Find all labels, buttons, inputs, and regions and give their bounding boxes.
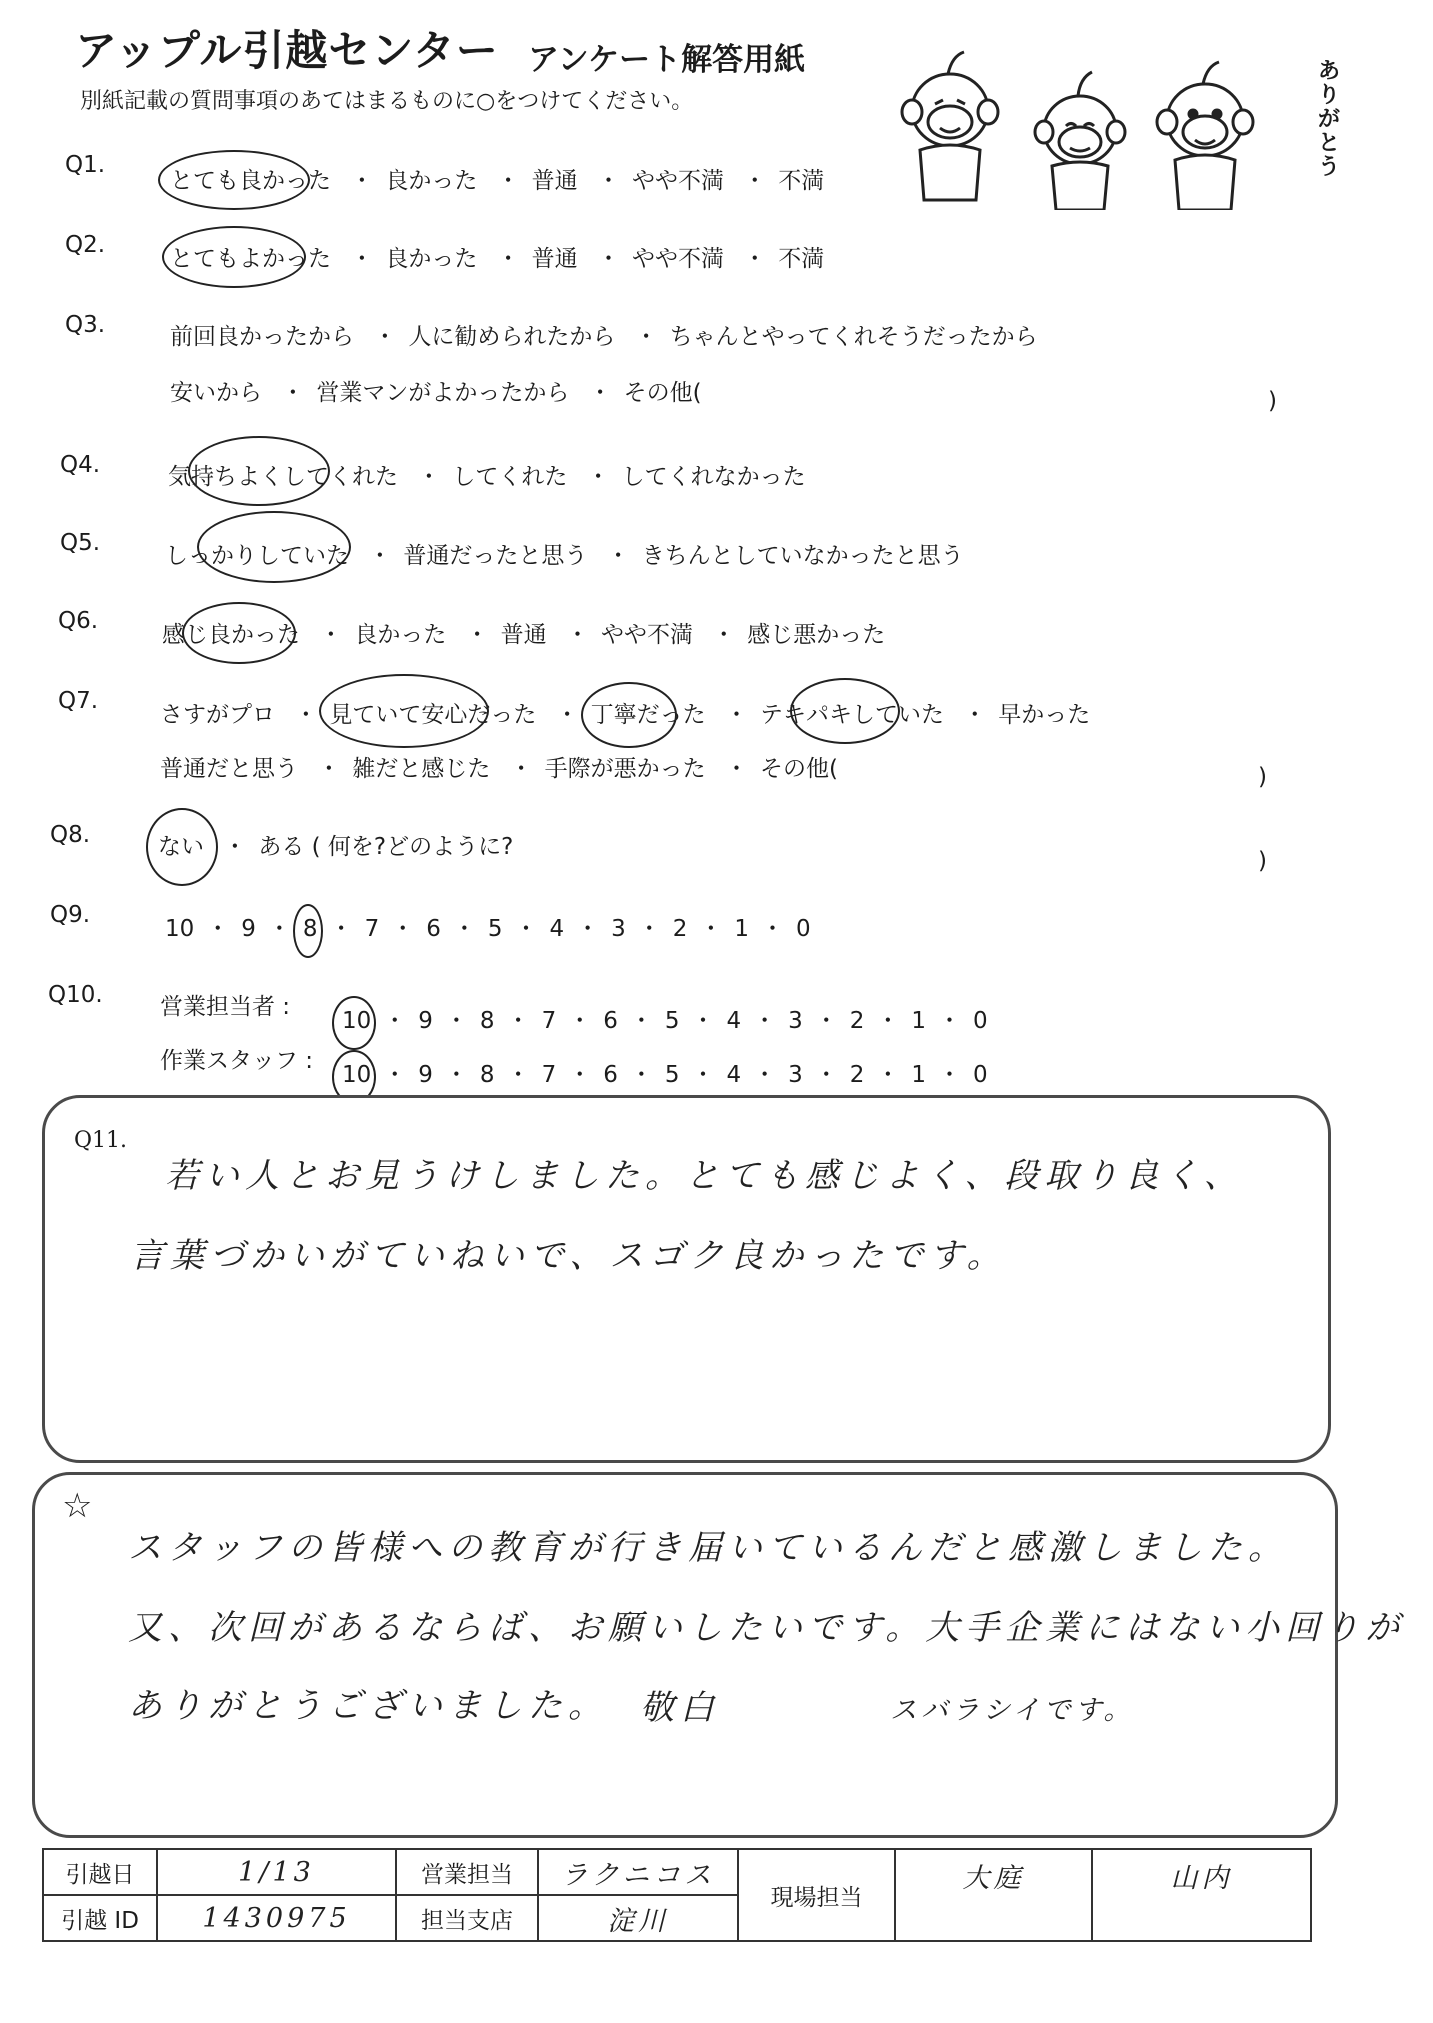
q9-value-1[interactable]: 1 xyxy=(734,916,750,942)
q10-sales-label: 営業担当者 : xyxy=(160,994,291,1020)
q10-staff-value-2[interactable]: 2 xyxy=(849,1062,865,1088)
q4-option-1-label: 気持ちよくしてくれた xyxy=(168,464,398,490)
separator-dot: ・ xyxy=(876,1062,900,1088)
separator-dot: ・ xyxy=(814,1062,838,1088)
q1-option-2[interactable]: 良かった xyxy=(385,168,478,194)
separator-dot: ・ xyxy=(206,916,230,942)
q1-options: とても良かった ・ 良かった ・ 普通 ・ やや不満 ・ 不満 xyxy=(170,162,824,195)
q7-options-line2: 普通だと思う ・ 雑だと感じた ・ 手際が悪かった ・ その他( xyxy=(160,750,838,783)
q6-option-2[interactable]: 良かった xyxy=(354,622,447,648)
q10-sales-value-8[interactable]: 8 xyxy=(479,1008,495,1034)
selection-circle xyxy=(293,904,323,958)
separator-dot: ・ xyxy=(938,1008,962,1034)
q10-staff-value-0[interactable]: 0 xyxy=(973,1062,988,1088)
comment-line2: 又、次回があるならば、お願いしたいです。大手企業にはない小回りが xyxy=(128,1608,1406,1648)
separator-dot: ・ xyxy=(637,916,661,942)
q9-value-4[interactable]: 4 xyxy=(549,916,565,942)
q4-option-3[interactable]: してくれなかった xyxy=(621,464,806,490)
q2-options: とてもよかった ・ 良かった ・ 普通 ・ やや不満 ・ 不満 xyxy=(170,240,824,273)
separator-dot: ・ xyxy=(629,1062,653,1088)
q10-staff-value-8[interactable]: 8 xyxy=(479,1062,495,1088)
q8-option-1-label: ない xyxy=(158,834,204,860)
q6-option-5[interactable]: 感じ悪かった xyxy=(747,622,886,648)
separator-dot: ・ xyxy=(444,1062,468,1088)
move-date-label: 引越日 xyxy=(43,1849,157,1895)
separator-dot: ・ xyxy=(452,916,476,942)
q4-option-2[interactable]: してくれた xyxy=(452,464,568,490)
q4-label: Q4. xyxy=(60,452,101,478)
q6-option-3[interactable]: 普通 xyxy=(500,622,547,648)
q3-option-1[interactable]: 前回良かったから xyxy=(170,324,354,350)
comment-line1: スタッフの皆様への教育が行き届いているんだと感激しました。 xyxy=(128,1528,1288,1568)
separator-dot: ・ xyxy=(568,1062,592,1088)
separator-dot: ・ xyxy=(383,1062,407,1088)
q5-label: Q5. xyxy=(60,530,101,556)
q10-staff-value-10[interactable]: 10 xyxy=(342,1062,371,1088)
q11-handwritten-line1: 若い人とお見うけしました。とても感じよく、段取り良く、 xyxy=(165,1156,1244,1196)
separator-dot: ・ xyxy=(506,1008,530,1034)
monkey-icon xyxy=(902,52,998,200)
q5-options: しっかりしていた ・ 普通だったと思う ・ きちんとしていなかったと思う xyxy=(165,537,964,570)
separator-dot: ・ xyxy=(267,916,291,942)
comment-signature: 敬白 xyxy=(640,1688,720,1728)
q7-option-3-label: 丁寧だった xyxy=(590,702,706,728)
q9-value-5[interactable]: 5 xyxy=(487,916,503,942)
q2-option-4[interactable]: やや不満 xyxy=(631,246,724,272)
separator-dot: ・ xyxy=(753,1062,777,1088)
separator-dot: ・ xyxy=(506,1062,530,1088)
q7-option-7[interactable]: 雑だと感じた xyxy=(352,756,491,782)
q7-option-6[interactable]: 普通だと思う xyxy=(160,756,298,782)
q7-close-paren: ) xyxy=(1258,764,1267,790)
comment-line3-right: スバラシイです。 xyxy=(890,1695,1135,1726)
q9-value-8[interactable]: 8 xyxy=(303,916,318,942)
separator-dot: ・ xyxy=(691,1062,715,1088)
q3-options-line1: 前回良かったから ・ 人に勧められたから ・ ちゃんとやってくれそうだったから xyxy=(170,318,1038,351)
q11-handwritten-line2: 言葉づかいがていねいで、スゴク良かったです。 xyxy=(130,1236,1007,1276)
q7-option-2[interactable] xyxy=(329,696,536,729)
q2-option-2[interactable]: 良かった xyxy=(385,246,478,272)
q2-option-5[interactable]: 不満 xyxy=(778,246,825,272)
separator-dot: ・ xyxy=(761,916,785,942)
q10-staff-label: 作業スタッフ : xyxy=(160,1048,314,1074)
q8-options: ない ・ ある ( 何を?どのように? xyxy=(158,828,513,861)
q9-label: Q9. xyxy=(50,902,91,928)
q5-option-1-label: しっかりしていた xyxy=(165,543,349,569)
q7-options-line1: さすがプロ ・ 見ていて安心だった ・ 丁寧だった ・ テキパキしていた ・ 早かった xyxy=(160,696,1090,729)
q10-staff-value-3[interactable]: 3 xyxy=(788,1062,803,1088)
separator-dot: ・ xyxy=(576,916,600,942)
sales-label: 営業担当 xyxy=(396,1849,538,1895)
q10-label: Q10. xyxy=(48,982,103,1008)
q7-option-1[interactable]: さすがプロ xyxy=(160,702,275,728)
q11-label: Q11. xyxy=(74,1128,128,1153)
separator-dot: ・ xyxy=(814,1008,838,1034)
q7-option-4-label: テキパキしていた xyxy=(759,702,944,728)
q10-staff-value-4[interactable]: 4 xyxy=(726,1062,742,1088)
q9-value-3[interactable]: 3 xyxy=(611,916,626,942)
q1-option-3[interactable]: 普通 xyxy=(531,168,578,194)
q10-sales-value-6[interactable]: 6 xyxy=(603,1008,618,1034)
q7-option-5[interactable]: 早かった xyxy=(998,702,1091,728)
star-icon: ☆ xyxy=(62,1486,93,1526)
q10-sales-value-4[interactable]: 4 xyxy=(726,1008,742,1034)
separator-dot: ・ xyxy=(876,1008,900,1034)
separator-dot: ・ xyxy=(514,916,538,942)
q5-option-3[interactable]: きちんとしていなかったと思う xyxy=(641,543,964,569)
q3-option-6[interactable]: その他( xyxy=(623,380,702,406)
q3-label: Q3. xyxy=(65,312,106,338)
q9-value-7[interactable]: 7 xyxy=(364,916,380,942)
q7-label: Q7. xyxy=(58,688,99,714)
separator-dot: ・ xyxy=(444,1008,468,1034)
comment-line3: ありがとうございました。 xyxy=(128,1686,608,1726)
mascot-illustration xyxy=(890,40,1340,210)
q5-option-2[interactable]: 普通だったと思う xyxy=(403,543,588,569)
q10-staff-value-1[interactable]: 1 xyxy=(911,1062,927,1088)
sales-value[interactable]: ラクニコス xyxy=(538,1849,738,1895)
q4-option-1[interactable] xyxy=(168,458,398,491)
q10-sales-value-7[interactable]: 7 xyxy=(541,1008,557,1034)
q6-option-1-label: 感じ良かった xyxy=(162,622,300,648)
q6-options: 感じ良かった ・ 良かった ・ 普通 ・ やや不満 ・ 感じ悪かった xyxy=(162,616,885,649)
q3-option-5[interactable]: 営業マンがよかったから xyxy=(316,380,570,406)
q10-staff-value-9[interactable]: 9 xyxy=(418,1062,433,1088)
q10-sales-value-1[interactable]: 1 xyxy=(911,1008,927,1034)
q2-option-3[interactable]: 普通 xyxy=(531,246,578,272)
q5-option-1[interactable] xyxy=(165,537,349,570)
q10-sales-value-10[interactable]: 10 xyxy=(342,1008,371,1034)
q1-option-1[interactable] xyxy=(170,162,331,195)
separator-dot: ・ xyxy=(383,1008,407,1034)
q10-staff-value-7[interactable]: 7 xyxy=(541,1062,557,1088)
q1-label: Q1. xyxy=(65,152,106,178)
q6-option-1[interactable] xyxy=(162,616,300,649)
separator-dot: ・ xyxy=(329,916,353,942)
monkey-icon xyxy=(1157,62,1253,210)
q10-staff-value-6[interactable]: 6 xyxy=(603,1062,618,1088)
instruction-text: 別紙記載の質問事項のあてはまるものに○をつけてください。 xyxy=(80,89,694,114)
monkey-icon xyxy=(1035,72,1125,210)
q9-scale xyxy=(165,910,811,943)
q3-close-paren: ) xyxy=(1268,388,1277,414)
q3-option-4[interactable]: 安いから xyxy=(170,380,262,406)
separator-dot: ・ xyxy=(691,1008,715,1034)
move-id-label: 引越 ID xyxy=(43,1895,157,1941)
q10-staff-value-5[interactable]: 5 xyxy=(664,1062,680,1088)
q9-value-9[interactable]: 9 xyxy=(241,916,256,942)
q7-option-3[interactable] xyxy=(591,696,706,729)
q10-sales-value-3[interactable]: 3 xyxy=(788,1008,803,1034)
thanks-text: ありがとう xyxy=(1318,59,1341,180)
q7-option-4[interactable] xyxy=(760,696,944,729)
q9-value-0[interactable]: 0 xyxy=(796,916,811,942)
q2-label: Q2. xyxy=(65,232,106,258)
site-staff-2[interactable]: 山内 xyxy=(1092,1849,1311,1941)
separator-dot: ・ xyxy=(568,1008,592,1034)
branch-value[interactable]: 淀川 xyxy=(538,1895,738,1941)
separator-dot: ・ xyxy=(938,1062,962,1088)
form-subtitle: アンケート解答用紙 xyxy=(528,42,806,78)
move-id-value[interactable]: 1430975 xyxy=(157,1895,396,1941)
q3-option-3[interactable]: ちゃんとやってくれそうだったから xyxy=(669,324,1038,350)
move-date-value[interactable]: 1/13 xyxy=(157,1849,396,1895)
q1-option-4[interactable]: やや不満 xyxy=(631,168,724,194)
q3-options-line2: 安いから ・ 営業マンがよかったから ・ その他( xyxy=(170,374,702,407)
q10-sales-value-0[interactable]: 0 xyxy=(973,1008,988,1034)
q9-value-2[interactable]: 2 xyxy=(672,916,688,942)
q7-option-2-label: 見ていて安心だった xyxy=(329,702,537,728)
selection-circle xyxy=(332,996,376,1050)
q9-value-6[interactable]: 6 xyxy=(426,916,441,942)
site-label: 現場担当 xyxy=(738,1849,895,1941)
q1-option-5[interactable]: 不満 xyxy=(778,168,825,194)
q2-option-1-label: とてもよかった xyxy=(170,246,331,272)
separator-dot: ・ xyxy=(753,1008,777,1034)
separator-dot: ・ xyxy=(699,916,723,942)
site-staff-1[interactable]: 大庭 xyxy=(895,1849,1092,1941)
separator-dot: ・ xyxy=(629,1008,653,1034)
q4-options: 気持ちよくしてくれた ・ してくれた ・ してくれなかった xyxy=(168,458,806,491)
q10-staff-scale xyxy=(342,1056,988,1089)
q6-label: Q6. xyxy=(58,608,99,634)
q10-sales-value-9[interactable]: 9 xyxy=(418,1008,433,1034)
company-title: アップル引越センター xyxy=(75,26,499,75)
q8-label: Q8. xyxy=(50,822,91,848)
q3-option-2[interactable]: 人に勧められたから xyxy=(408,324,616,350)
q10-sales-value-2[interactable]: 2 xyxy=(849,1008,865,1034)
q8-option-1[interactable] xyxy=(158,828,204,861)
branch-label: 担当支店 xyxy=(396,1895,538,1941)
q7-option-9[interactable]: その他( xyxy=(759,756,838,782)
q10-sales-scale xyxy=(342,1002,988,1035)
q9-value-10[interactable]: 10 xyxy=(165,916,195,942)
q2-option-1[interactable] xyxy=(170,240,331,273)
info-table xyxy=(42,1848,1312,1942)
q8-option-2[interactable]: ある ( 何を?どのように? xyxy=(258,834,514,860)
q7-option-8[interactable]: 手際が悪かった xyxy=(544,756,706,782)
separator-dot: ・ xyxy=(391,916,415,942)
q10-sales-value-5[interactable]: 5 xyxy=(664,1008,680,1034)
q8-close-paren: ) xyxy=(1258,848,1267,874)
q6-option-4[interactable]: やや不満 xyxy=(600,622,693,648)
q1-option-1-label: とても良かった xyxy=(170,168,331,194)
